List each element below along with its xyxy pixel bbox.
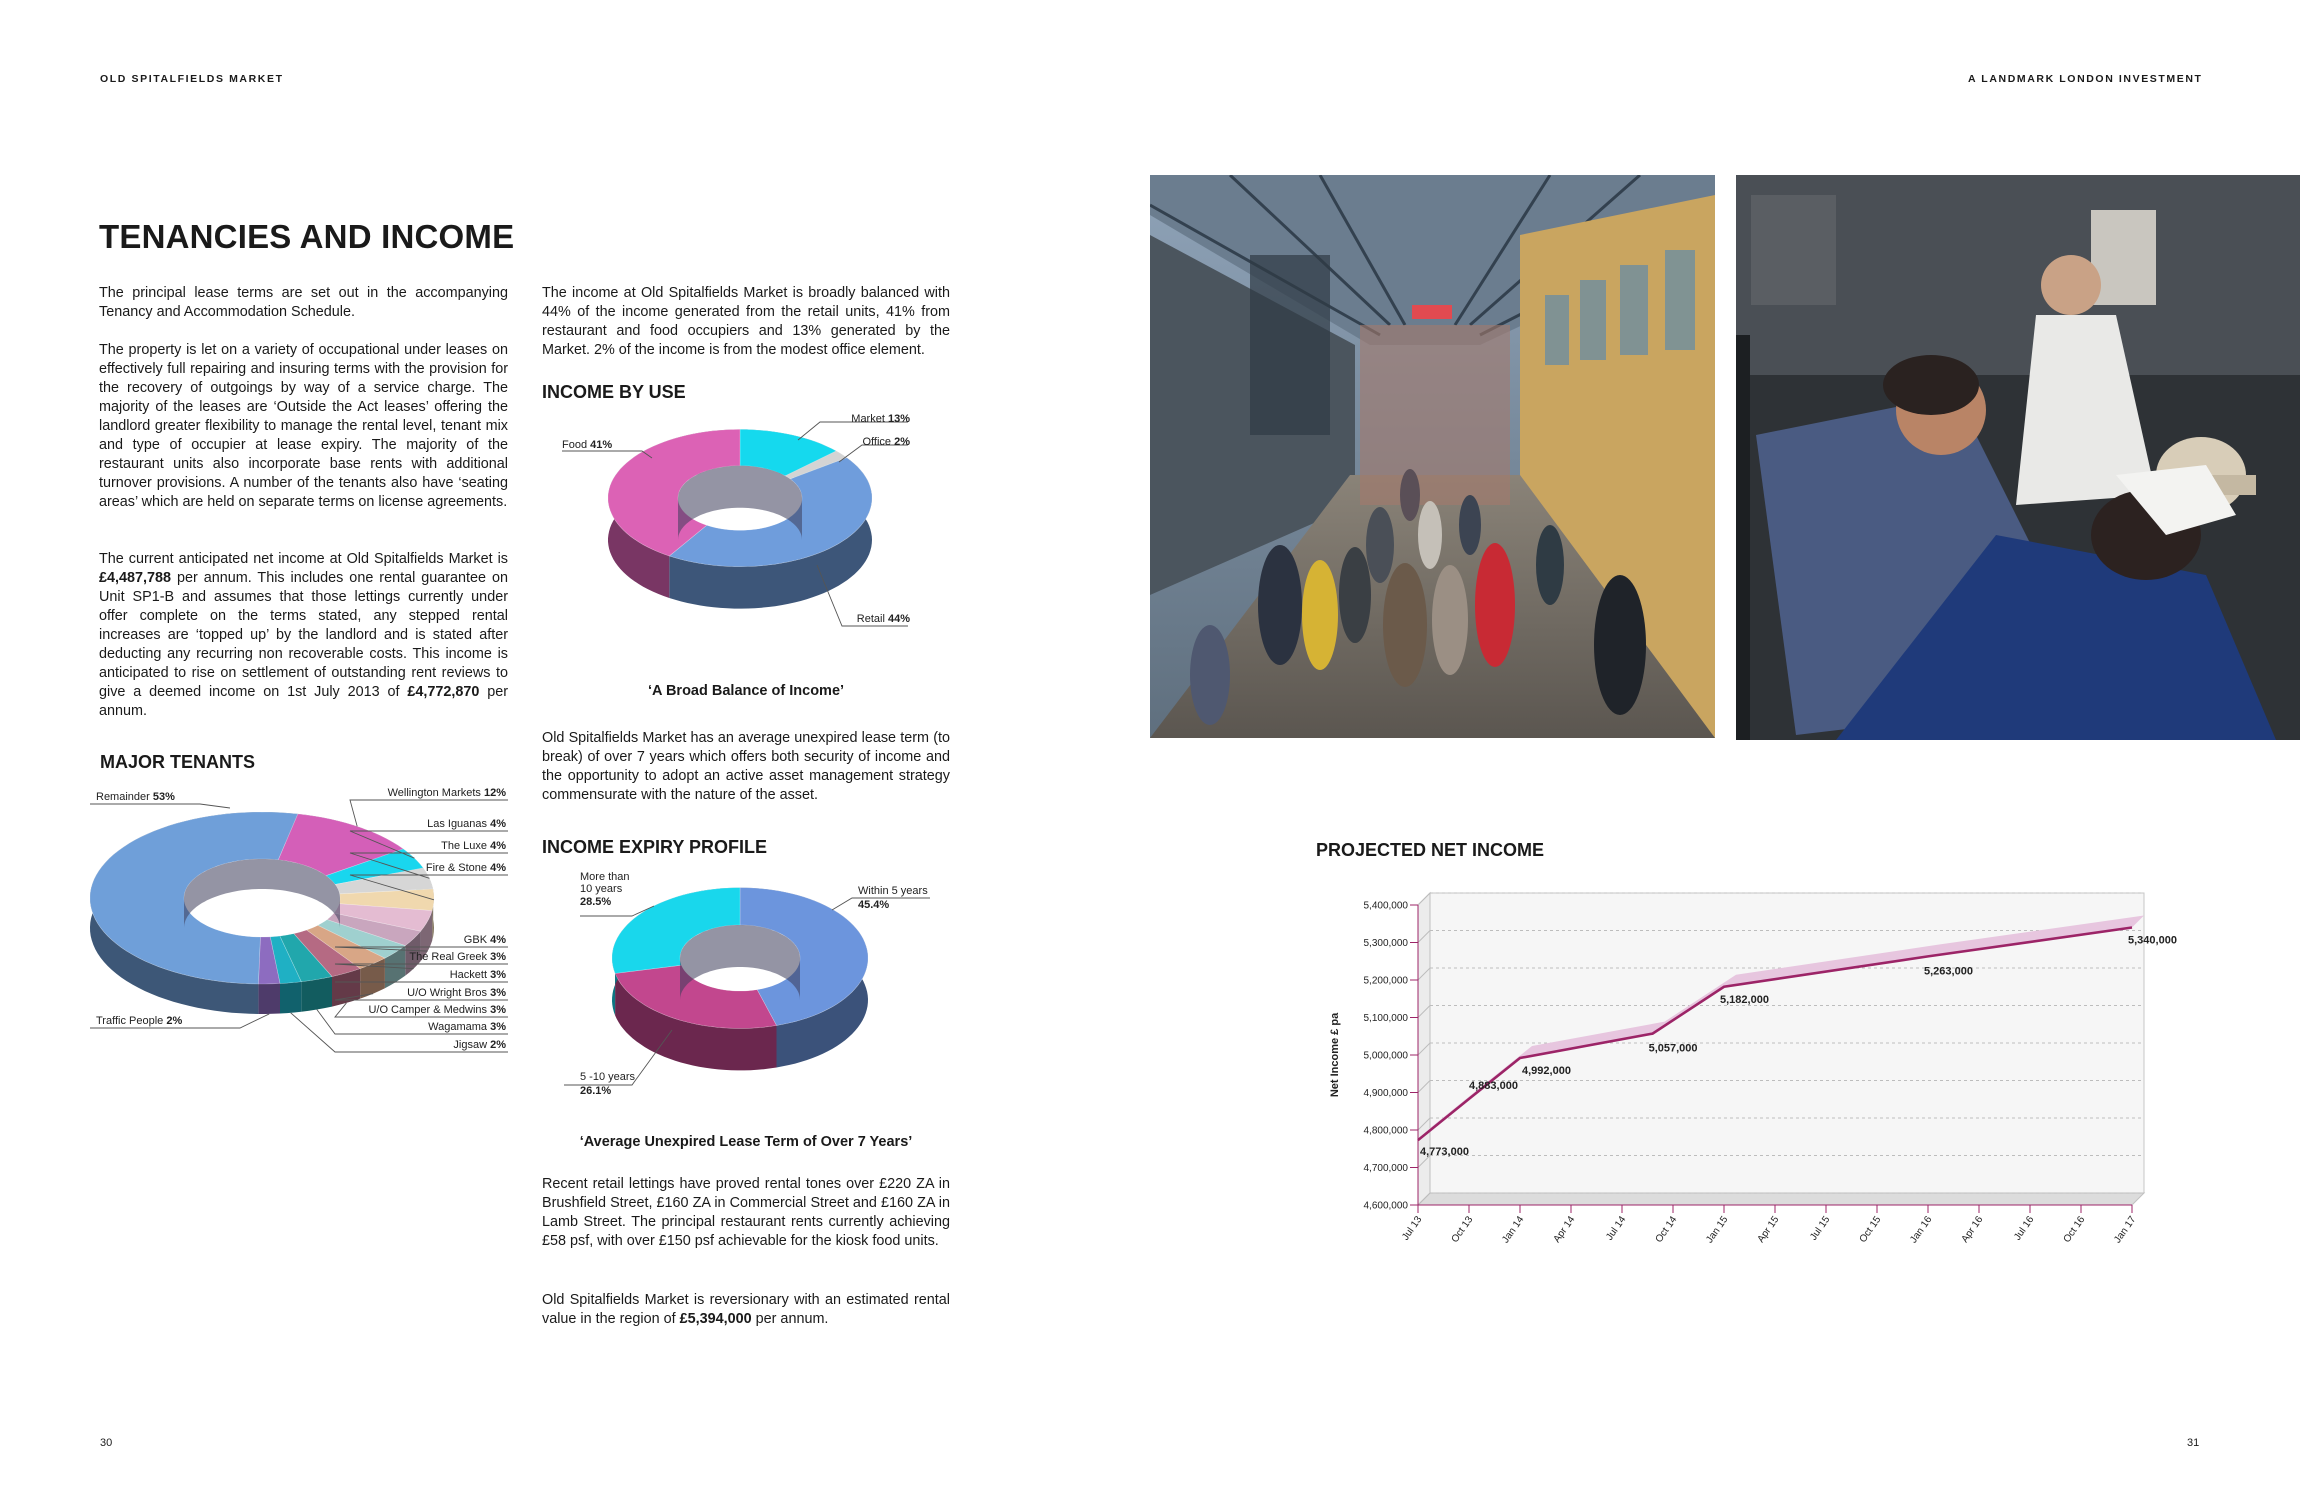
label-gbk: GBK 4% [463, 934, 506, 946]
slice-side-traffic-people [258, 984, 280, 1015]
x-tick-label: Oct 16 [2061, 1214, 2088, 1245]
market-photo [1150, 175, 1715, 738]
label-the-real-greek: The Real Greek 3% [409, 951, 506, 963]
label-food: Food 41% [562, 439, 613, 451]
label-more-than-10-years-2: 10 years [580, 883, 623, 895]
barber-scene-illustration [1736, 175, 2300, 740]
slice-side-wagamama [301, 977, 332, 1012]
income-by-use-heading: INCOME BY USE [542, 382, 686, 402]
data-label: 5,057,000 [1648, 1042, 1698, 1055]
x-tick-label: Apr 14 [1551, 1214, 1578, 1245]
label-fire-stone: Fire & Stone 4% [425, 862, 506, 874]
label-hackett: Hackett 3% [449, 969, 506, 981]
data-label: 4,992,000 [1522, 1065, 1571, 1077]
net-income-text-2: per annum. This includes one rental guarantee on Unit SP1-B and assumes that those lettings currently under offer complete on the terms stated, any stepped rental increases are ‘topped up’ by the landlord and is stated after deducting any recurring non recoverable costs. This income is anticipated to rise on settlement of outstanding rent reviews to give a deemed income on 1st July 2013 of [99, 570, 508, 700]
x-tick-label: Oct 14 [1653, 1214, 1680, 1245]
reversionary-text: Old Spitalfields Market is reversionary with an estimated rental value in the region of [542, 1292, 950, 1327]
rental-tones-paragraph: Recent retail lettings have proved rental tones over £220 ZA in Brushfield Street, £160 ZA in Commercial Street and £160 ZA in Lamb Street. The principal restaurant rents currently achieving £58 psf, with over £150 psf achievable for the kiosk food units. [542, 1176, 950, 1249]
label-remainder: Remainder 53% [96, 791, 175, 803]
label-traffic-people: Traffic People 2% [96, 1015, 183, 1027]
label-within-5-years: Within 5 years [858, 885, 928, 897]
x-tick-label: Jan 14 [1500, 1214, 1527, 1246]
x-tick-label: Jul 15 [1808, 1214, 1833, 1243]
data-label: 4,883,000 [1469, 1079, 1518, 1092]
intro-paragraph: The principal lease terms are set out in the accompanying Tenancy and Accommodation Schedule. [99, 285, 508, 320]
barber-photo [1736, 175, 2300, 740]
running-head-left: OLD SPITALFIELDS MARKET [100, 73, 284, 85]
plot-area [1329, 893, 2177, 1245]
income-balance-paragraph: The income at Old Spitalfields Market is broadly balanced with 44% of the income generated from the retail units, 41% from restaurant and food occupiers and 13% generated by the Market. 2% of the income is from the modest office element. [542, 285, 950, 358]
income-by-use-chart [542, 400, 962, 650]
reversionary-paragraph [542, 1291, 950, 1329]
net-income-value: £4,487,788 [99, 570, 172, 586]
label-more-than-10-years-value: 28.5% [580, 896, 612, 908]
lease-term-paragraph: Old Spitalfields Market has an average unexpired lease term (to break) of over 7 years which offers both security of income and the opportunity to adopt an active asset management strategy commensurate with the nature of the asset. [542, 730, 950, 803]
label-jigsaw: Jigsaw 2% [453, 1039, 506, 1051]
x-tick-label: Oct 13 [1449, 1214, 1476, 1245]
label-wagamama: Wagamama 3% [428, 1021, 506, 1033]
label-5-10-years-value: 26.1% [580, 1085, 612, 1097]
slice-side-jigsaw [280, 982, 301, 1014]
running-head-right: A LANDMARK LONDON INVESTMENT [1968, 73, 2203, 85]
floor [1418, 1193, 2144, 1205]
label-within-5-years-value: 45.4% [858, 899, 890, 911]
reversionary-text-2: per annum. [751, 1311, 829, 1327]
label-u-o-wright-bros: U/O Wright Bros 3% [407, 987, 506, 999]
projected-income-chart [1316, 880, 2196, 1270]
x-tick-label: Jan 15 [1704, 1214, 1731, 1246]
leader-line [90, 804, 230, 808]
page-number-left: 30 [100, 1437, 113, 1449]
y-tick-label: 5,100,000 [1363, 1013, 1408, 1024]
y-axis-label: Net Income £ pa [1329, 1012, 1341, 1098]
y-tick-label: 5,300,000 [1363, 938, 1408, 949]
y-tick-label: 5,000,000 [1363, 1050, 1408, 1062]
major-tenants-heading: MAJOR TENANTS [100, 752, 256, 772]
data-label: 5,340,000 [2128, 934, 2177, 947]
label-office: Office 2% [862, 436, 910, 448]
label-more-than-10-years-1: More than [580, 871, 630, 883]
income-expiry-heading: INCOME EXPIRY PROFILE [542, 837, 768, 857]
y-tick-label: 4,800,000 [1363, 1125, 1408, 1137]
net-income-text-3: per annum. [99, 684, 508, 719]
label-retail: Retail 44% [856, 613, 910, 625]
net-income-text: The current anticipated net income at Old Spitalfields Market is [99, 551, 508, 567]
lease-terms-paragraph: The property is let on a variety of occupational under leases on effectively full repairing and insuring terms with the provision for the recovery of outgoings by way of a service charge. The majority of the leases are ‘Outside the Act leases’ offering the landlord greater flexibility to manage the rental level, tenant mix and type of occupier at lease expiry. The majority of the restaurant units also incorporate base rents with additional turnover provisions. A number of the tenants also have ‘seating areas’ which are held on separate terms on license agreements. [99, 342, 508, 510]
deemed-income-value: £4,772,870 [407, 684, 480, 700]
data-label: 5,182,000 [1720, 993, 1769, 1006]
income-expiry-chart [542, 860, 962, 1120]
x-tick-label: Jul 13 [1400, 1214, 1425, 1243]
y-tick-label: 5,400,000 [1363, 900, 1408, 912]
label-wellington-markets: Wellington Markets 12% [387, 787, 506, 799]
page-number-right: 31 [2187, 1437, 2200, 1449]
x-tick-label: Jan 16 [1908, 1214, 1935, 1246]
label-5-10-years: 5 -10 years [580, 1071, 636, 1083]
label-the-luxe: The Luxe 4% [441, 840, 506, 852]
x-tick-label: Apr 16 [1959, 1214, 1986, 1245]
major-tenants-chart [90, 780, 525, 1065]
data-label: 5,263,000 [1924, 965, 1973, 978]
label-market: Market 13% [851, 413, 910, 425]
y-tick-label: 4,900,000 [1363, 1088, 1408, 1099]
data-label: 4,773,000 [1420, 1146, 1469, 1159]
x-tick-label: Apr 15 [1755, 1214, 1782, 1245]
label-las-iguanas: Las Iguanas 4% [427, 818, 506, 830]
page-title: TENANCIES AND INCOME [99, 218, 515, 255]
x-tick-label: Oct 15 [1857, 1214, 1884, 1245]
y-tick-label: 5,200,000 [1363, 975, 1408, 987]
projected-income-heading: PROJECTED NET INCOME [1316, 840, 1545, 860]
market-hall-illustration [1150, 175, 1715, 738]
y-tick-label: 4,700,000 [1363, 1163, 1408, 1174]
income-expiry-caption: ‘Average Unexpired Lease Term of Over 7 Years’ [579, 1134, 913, 1150]
net-income-paragraph [99, 550, 508, 721]
y-tick-label: 4,600,000 [1363, 1200, 1408, 1212]
label-u-o-camper-medwins: U/O Camper & Medwins 3% [368, 1004, 506, 1016]
x-tick-label: Jan 17 [2112, 1214, 2139, 1246]
erv-value: £5,394,000 [679, 1311, 752, 1327]
x-tick-label: Jul 16 [2012, 1214, 2037, 1243]
income-by-use-caption: ‘A Broad Balance of Income’ [647, 683, 845, 699]
x-tick-label: Jul 14 [1604, 1214, 1629, 1243]
